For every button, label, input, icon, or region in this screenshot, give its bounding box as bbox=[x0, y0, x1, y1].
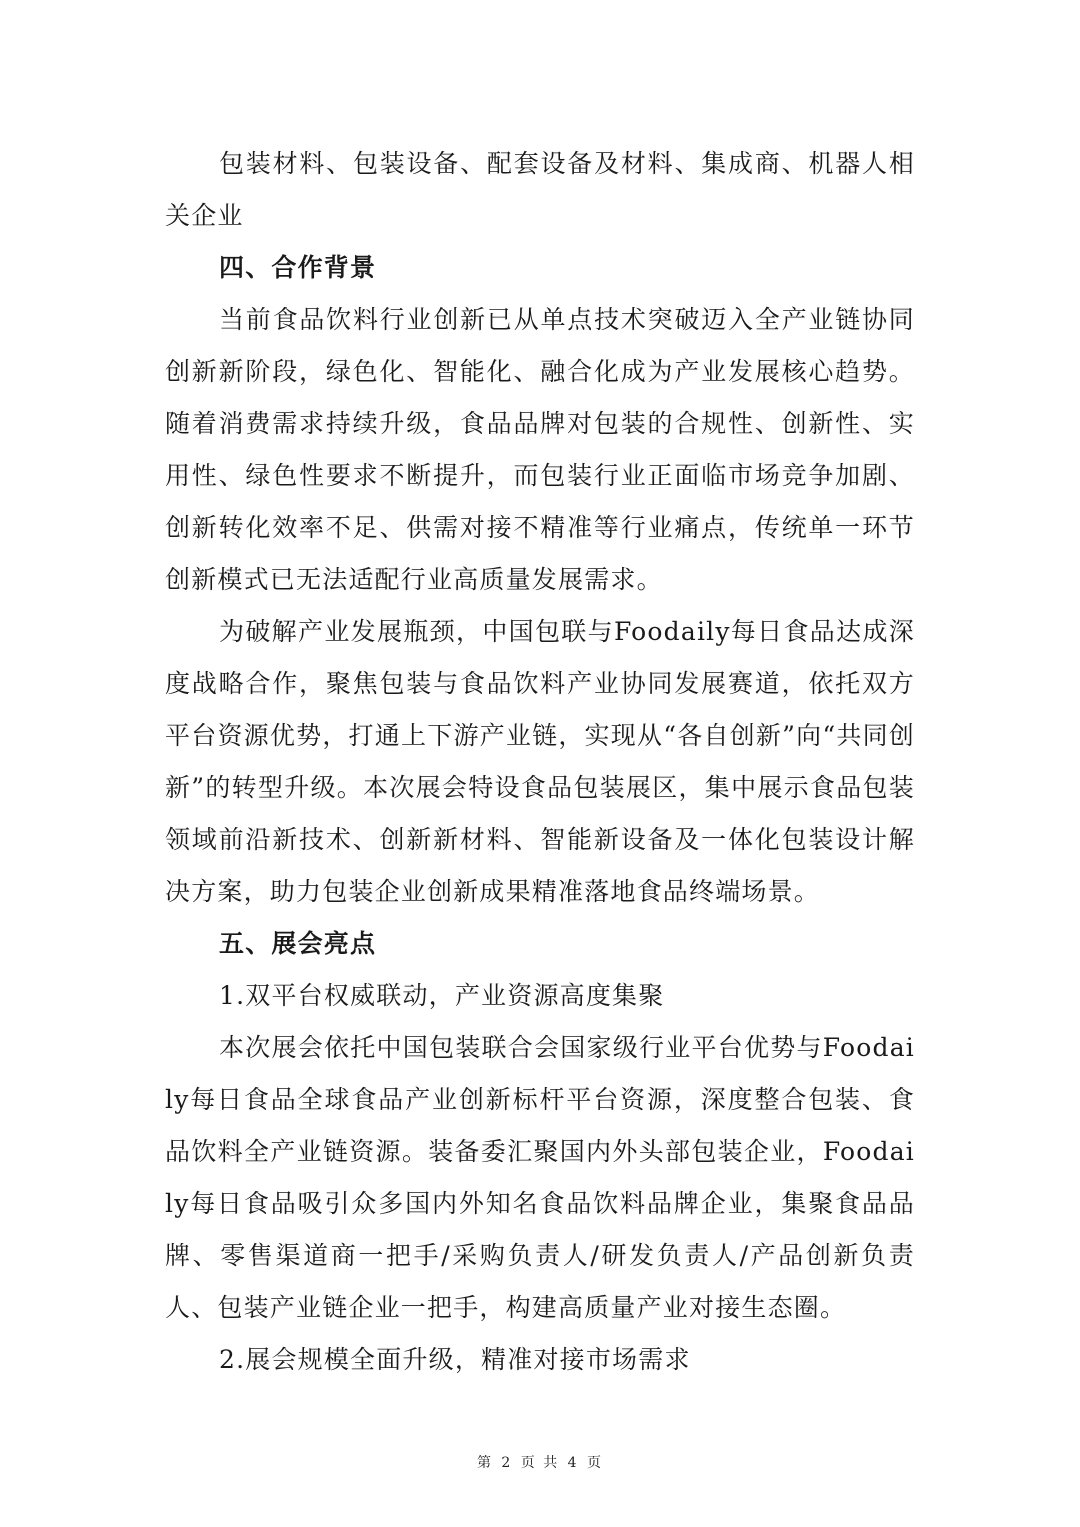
page-number-footer bbox=[0, 1452, 1080, 1472]
paragraph-strategic-cooperation: 为破解产业发展瓶颈，中国包联与Foodaily每日食品达成深度战略合作，聚焦包装与食品饮料产业协同发展赛道，依托双方平台资源优势，打通上下游产业链，实现从“各自创新”向“共同创新”的转型升级。本次展会特设食品包装展区，集中展示食品包装领域前沿新技术、创新新材料、智能新设备及一体化包装设计解决方案，助力包装企业创新成果精准落地食品终端场景。 bbox=[165, 617, 915, 906]
footer-prefix: 第 bbox=[476, 1455, 493, 1471]
footer-total-pages: 4 bbox=[567, 1455, 579, 1471]
paragraph-industry-trend: 当前食品饮料行业创新已从单点技术突破迈入全产业链协同创新新阶段，绿色化、智能化、融合化成为产业发展核心趋势。随着消费需求持续升级，食品品牌对包装的合规性、创新性、实用性、绿色性要求不断提升，而包装行业正面临市场竞争加剧、创新转化效率不足、供需对接不精准等行业痛点，传统单一环节创新模式已无法适配行业高质量发展需求。 bbox=[165, 305, 915, 594]
highlight-item-2-title: 2.展会规模全面升级，精准对接市场需求 bbox=[219, 1345, 691, 1374]
highlight-item-1-title: 1.双平台权威联动，产业资源高度集聚 bbox=[219, 981, 665, 1010]
section-heading-cooperation-background: 四、合作背景 bbox=[219, 253, 377, 282]
footer-suffix: 页 bbox=[587, 1455, 604, 1471]
paragraph-exhibit-scope: 包装材料、包装设备、配套设备及材料、集成商、机器人相关企业 bbox=[165, 149, 915, 230]
document-body bbox=[165, 138, 915, 1386]
section-heading-exhibition-highlights: 五、展会亮点 bbox=[219, 929, 377, 958]
paragraph-platform-linkage: 本次展会依托中国包装联合会国家级行业平台优势与Foodaily每日食品全球食品产业创新标杆平台资源，深度整合包装、食品饮料全产业链资源。装备委汇聚国内外头部包装企业，Foodaily每日食品吸引众多国内外知名食品饮料品牌企业，集聚食品品牌、零售渠道商一把手/采购负责人/研发负责人/产品创新负责人、包装产业链企业一把手，构建高质量产业对接生态圈。 bbox=[165, 1033, 915, 1322]
footer-current-page: 2 bbox=[501, 1455, 513, 1471]
footer-middle: 页 共 bbox=[520, 1455, 560, 1471]
